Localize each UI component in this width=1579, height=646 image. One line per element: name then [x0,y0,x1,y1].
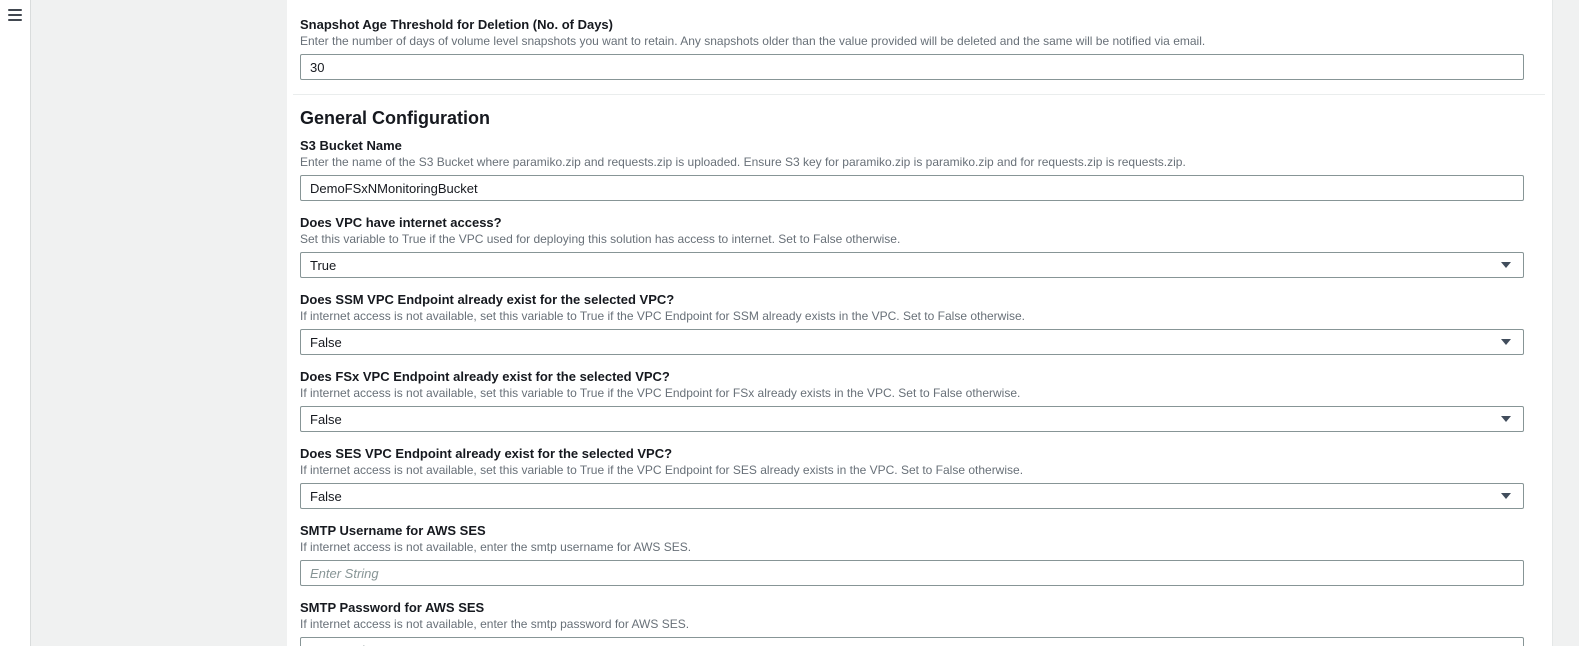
field-label: Snapshot Age Threshold for Deletion (No. of Days) [300,17,613,32]
field-vpc-internet-access [300,215,1524,278]
field-description: If internet access is not available, enter the smtp password for AWS SES. [300,617,690,631]
select-value: False [310,411,342,427]
chevron-down-icon [1501,262,1511,268]
field-description: Enter the number of days of volume level snapshots you want to retain. Any snapshots older than the value provided will be deleted and the same will be notified via email. [300,34,1206,48]
field-label: SMTP Username for AWS SES [300,523,486,538]
field-smtp-username [300,523,1524,586]
field-s3-bucket-name [300,138,1524,201]
field-label: S3 Bucket Name [300,138,402,153]
hamburger-menu-icon [8,14,22,16]
field-smtp-password [300,600,1524,646]
vpc-internet-access-select[interactable] [300,252,1524,278]
left-rail [0,0,30,646]
collapsed-side-panel [30,0,287,646]
parameters-form [287,0,1552,646]
field-description: If internet access is not available, enter the smtp username for AWS SES. [300,540,692,554]
select-value: True [310,257,337,273]
ses-vpc-endpoint-exists-select[interactable] [300,483,1524,509]
field-description: If internet access is not available, set this variable to True if the VPC Endpoint for SSM already exists in the VPC. Set to False otherwise. [300,309,1026,323]
chevron-down-icon [1501,493,1511,499]
field-fsx-vpc-endpoint-exists [300,369,1524,432]
field-label: Does SSM VPC Endpoint already exist for the selected VPC? [300,292,675,307]
section-heading: General Configuration [300,108,491,128]
fsx-vpc-endpoint-exists-select[interactable] [300,406,1524,432]
select-value: False [310,334,342,350]
section-divider [293,94,1545,95]
field-description: Set this variable to True if the VPC used for deploying this solution has access to internet. Set to False otherwise. [300,232,901,246]
field-label: Does VPC have internet access? [300,215,502,230]
field-label: SMTP Password for AWS SES [300,600,485,615]
field-description: Enter the name of the S3 Bucket where paramiko.zip and requests.zip is uploaded. Ensure S3 key for paramiko.zip is paramiko.zip and for requests.zip is requests.zip. [300,155,1186,169]
field-label: Does SES VPC Endpoint already exist for the selected VPC? [300,446,673,461]
field-ses-vpc-endpoint-exists [300,446,1524,509]
chevron-down-icon [1501,339,1511,345]
hamburger-menu-icon [8,9,22,11]
open-navigation-button[interactable] [8,9,22,21]
select-value: False [310,488,342,504]
snapshot-age-threshold-input[interactable] [300,54,1524,80]
field-label: Does FSx VPC Endpoint already exist for the selected VPC? [300,369,670,384]
ssm-vpc-endpoint-exists-select[interactable] [300,329,1524,355]
field-description: If internet access is not available, set this variable to True if the VPC Endpoint for FSx already exists in the VPC. Set to False otherwise. [300,386,1021,400]
smtp-username-input[interactable] [300,560,1524,586]
field-ssm-vpc-endpoint-exists [300,292,1524,355]
hamburger-menu-icon [8,19,22,21]
smtp-password-input[interactable] [300,637,1524,646]
field-description: If internet access is not available, set this variable to True if the VPC Endpoint for SES already exists in the VPC. Set to False otherwise. [300,463,1024,477]
right-rail [1552,0,1579,646]
chevron-down-icon [1501,416,1511,422]
field-snapshot-age-threshold [300,17,1524,80]
s3-bucket-name-input[interactable] [300,175,1524,201]
